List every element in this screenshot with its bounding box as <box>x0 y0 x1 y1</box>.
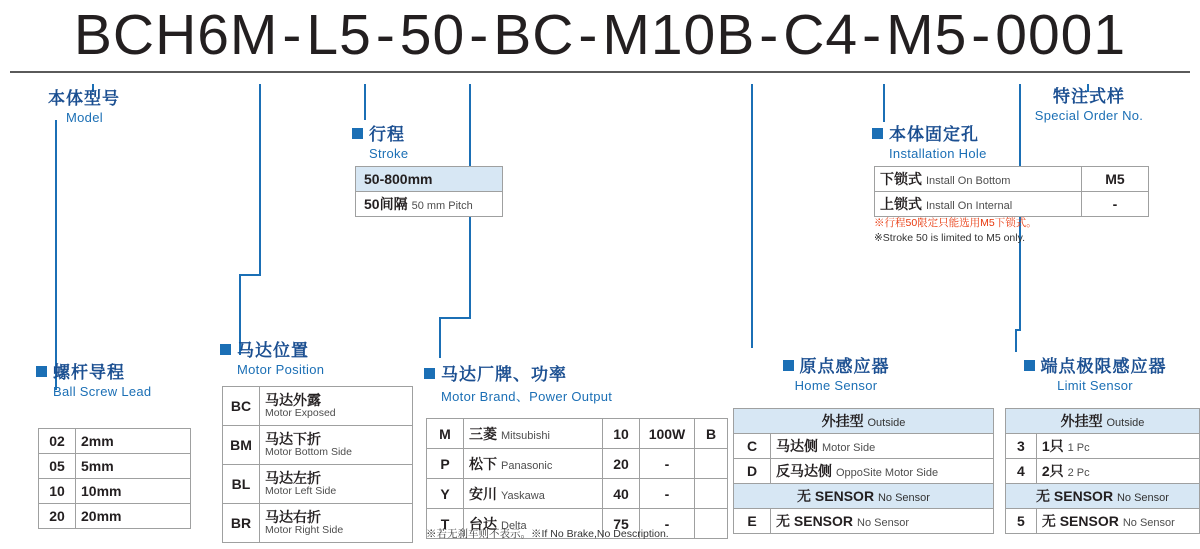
motor-pos-code-2: BL <box>223 465 260 504</box>
motor-brake-0: B <box>695 419 728 449</box>
bullet-square-icon <box>352 128 363 139</box>
motor-pos-en-0: Motor Exposed <box>265 406 336 419</box>
table-row <box>356 192 503 217</box>
limit-sensor-code-3: 5 <box>1006 509 1037 534</box>
home-sensor-table <box>733 408 994 534</box>
group-limit-sensor-title-cn <box>990 352 1200 377</box>
table-row <box>223 504 413 543</box>
ball-screw-table <box>38 428 191 529</box>
limit-sensor-code-0: 3 <box>1006 434 1037 459</box>
part-segment-model: BCH6M <box>73 3 279 67</box>
motor-position-table <box>222 386 413 543</box>
part-segment-motor-pos: BC <box>493 3 575 67</box>
install-hole-row-1-label <box>875 192 1082 217</box>
motor-power-code-2: 40 <box>603 479 640 509</box>
group-motor-brand-title-en: Motor Brand、Power Output <box>441 389 613 404</box>
group-ball-screw-title-cn-text: 螺杆导程 <box>53 363 125 382</box>
part-separator: - <box>375 3 396 67</box>
motor-pos-cn-2: 马达左折 <box>265 470 321 487</box>
motor-brand-cn-1: 松下 <box>469 455 497 472</box>
home-sensor-label-0 <box>771 434 994 459</box>
table-row <box>875 192 1149 217</box>
table-row <box>1006 434 1200 459</box>
stroke-pitch-en: 50 mm Pitch <box>411 200 473 212</box>
table-row <box>39 454 191 479</box>
install-hole-table <box>874 166 1149 217</box>
motor-power-code-1: 20 <box>603 449 640 479</box>
motor-pos-cn-1: 马达下折 <box>265 431 321 448</box>
part-separator: - <box>469 3 490 67</box>
motor-power-code-3: 75 <box>603 509 640 539</box>
motor-power-code-0: 10 <box>603 419 640 449</box>
limit-sensor-label-3 <box>1036 509 1199 534</box>
group-motor-position <box>220 336 324 377</box>
group-special-title-en: Special Order No. <box>1034 108 1144 123</box>
install-hole-row-0-value: M5 <box>1082 167 1149 192</box>
group-special-title-cn: 特注式样 <box>1053 87 1125 106</box>
motor-brand-en-3: Delta <box>501 519 527 532</box>
motor-brand-code-1: P <box>427 449 464 479</box>
group-limit-sensor-title-cn-text: 端点极限感应器 <box>1040 357 1167 376</box>
ball-screw-label-2: 10mm <box>76 479 191 504</box>
ball-screw-code-1: 05 <box>39 454 76 479</box>
motor-power-3: - <box>640 509 695 539</box>
motor-pos-code-0: BC <box>223 387 260 426</box>
limit-sensor-en-2: No Sensor <box>1116 492 1169 504</box>
group-install-hole <box>872 120 987 161</box>
group-model-title-cn: 本体型号 <box>48 89 120 108</box>
group-home-sensor <box>716 352 956 393</box>
install-hole-row-0-cn: 下锁式 <box>880 171 922 187</box>
part-segment-home-sensor: C4 <box>783 3 859 67</box>
group-motor-brand <box>424 360 612 405</box>
group-model <box>48 84 120 125</box>
table-row <box>223 465 413 504</box>
group-motor-brand-title-cn-text: 马达厂牌、功率 <box>441 365 567 384</box>
table-row <box>1006 509 1200 534</box>
bullet-square-icon <box>783 360 794 371</box>
group-stroke-title-cn <box>352 120 408 145</box>
home-sensor-en-1: OppoSite Motor Side <box>836 467 939 479</box>
part-separator: - <box>759 3 780 67</box>
bullet-square-icon <box>36 366 47 377</box>
install-hole-note-en: ※Stroke 50 is limited to M5 only. <box>874 232 1025 244</box>
part-segment-stroke: 50 <box>399 3 466 67</box>
table-row <box>427 419 728 449</box>
motor-brand-code-2: Y <box>427 479 464 509</box>
group-motor-brand-title-cn <box>424 360 612 385</box>
limit-sensor-table <box>1005 408 1200 534</box>
limit-sensor-no-sensor-header <box>1006 484 1200 509</box>
limit-sensor-cn-2: 无 SENSOR <box>1036 488 1114 504</box>
limit-sensor-en-0: 1 Pc <box>1067 442 1090 454</box>
group-stroke <box>352 120 408 161</box>
motor-pos-code-3: BR <box>223 504 260 543</box>
install-hole-row-1-cn: 上锁式 <box>880 196 922 212</box>
motor-brand-label-1 <box>464 449 603 479</box>
part-segment-install-hole: M5 <box>886 3 968 67</box>
table-row <box>734 484 994 509</box>
group-ball-screw-title-en: Ball Screw Lead <box>53 384 152 399</box>
part-segment-special-order: 0001 <box>995 3 1127 67</box>
group-home-sensor-title-en: Home Sensor <box>794 378 878 393</box>
limit-sensor-code-1: 4 <box>1006 459 1037 484</box>
table-row <box>39 504 191 529</box>
table-row <box>427 449 728 479</box>
table-row <box>223 387 413 426</box>
stroke-table <box>355 166 503 217</box>
group-install-hole-title-cn-text: 本体固定孔 <box>889 125 979 144</box>
install-hole-row-0-label <box>875 167 1082 192</box>
part-segment-lead: L5 <box>306 3 372 67</box>
motor-pos-cn-0: 马达外露 <box>265 392 321 409</box>
stroke-pitch <box>356 192 503 217</box>
motor-brake-1 <box>695 449 728 479</box>
table-row <box>734 459 994 484</box>
motor-brand-cn-3: 台达 <box>469 515 497 532</box>
table-row <box>223 426 413 465</box>
motor-power-2: - <box>640 479 695 509</box>
limit-sensor-label-1 <box>1036 459 1199 484</box>
home-sensor-code-3: E <box>734 509 771 534</box>
motor-pos-label-3 <box>260 504 413 543</box>
table-row <box>734 434 994 459</box>
group-motor-pos-title-cn <box>220 336 324 361</box>
motor-pos-en-1: Motor Bottom Side <box>265 445 352 458</box>
motor-brand-note: ※若无刹车则不表示。※If No Brake,No Description. <box>426 528 669 540</box>
motor-brand-label-0 <box>464 419 603 449</box>
limit-sensor-cn-1: 2只 <box>1041 463 1064 479</box>
part-separator: - <box>578 3 599 67</box>
motor-brand-table <box>426 418 728 539</box>
part-separator: - <box>282 3 303 67</box>
install-hole-row-0-en: Install On Bottom <box>926 175 1011 187</box>
table-row <box>734 409 994 434</box>
group-special-order <box>1008 82 1170 123</box>
group-motor-pos-title-en: Motor Position <box>237 362 325 377</box>
table-row <box>875 167 1149 192</box>
motor-power-0: 100W <box>640 419 695 449</box>
home-sensor-en-2: No Sensor <box>877 492 930 504</box>
group-motor-pos-title-cn-text: 马达位置 <box>237 341 309 360</box>
motor-pos-en-3: Motor Right Side <box>265 523 344 536</box>
group-stroke-title-cn-text: 行程 <box>369 125 405 144</box>
home-sensor-en-0: Motor Side <box>822 442 876 454</box>
group-limit-sensor <box>990 352 1200 393</box>
home-sensor-label-1 <box>771 459 994 484</box>
motor-brand-en-0: Mitsubishi <box>501 429 550 442</box>
motor-brand-label-2 <box>464 479 603 509</box>
home-sensor-header <box>734 409 994 434</box>
table-row <box>356 167 503 192</box>
bullet-square-icon <box>220 344 231 355</box>
group-install-hole-title-en: Installation Hole <box>889 146 987 161</box>
home-sensor-header-en: Outside <box>867 417 906 429</box>
motor-pos-code-1: BM <box>223 426 260 465</box>
motor-pos-cn-3: 马达右折 <box>265 509 321 526</box>
limit-sensor-header <box>1006 409 1200 434</box>
motor-pos-label-1 <box>260 426 413 465</box>
part-separator: - <box>971 3 992 67</box>
group-install-hole-title-cn <box>872 120 987 145</box>
group-ball-screw-title-cn <box>36 358 151 383</box>
table-row <box>427 479 728 509</box>
table-row <box>734 509 994 534</box>
limit-sensor-label-0 <box>1036 434 1199 459</box>
ball-screw-label-3: 20mm <box>76 504 191 529</box>
motor-power-1: - <box>640 449 695 479</box>
home-sensor-no-sensor-header <box>734 484 994 509</box>
table-row <box>39 429 191 454</box>
install-hole-row-1-en: Install On Internal <box>926 200 1013 212</box>
table-row <box>39 479 191 504</box>
group-model-title-en: Model <box>66 110 103 125</box>
group-home-sensor-title-cn <box>716 352 956 377</box>
home-sensor-cn-2: 无 SENSOR <box>797 488 875 504</box>
motor-brand-code-3: T <box>427 509 464 539</box>
home-sensor-en-3: No Sensor <box>857 517 909 529</box>
motor-brand-cn-2: 安川 <box>469 485 497 502</box>
table-row <box>1006 409 1200 434</box>
motor-pos-en-2: Motor Left Side <box>265 484 337 497</box>
motor-brand-cn-0: 三菱 <box>469 425 497 442</box>
limit-sensor-en-1: 2 Pc <box>1067 467 1090 479</box>
ball-screw-code-0: 02 <box>39 429 76 454</box>
home-sensor-cn-1: 反马达侧 <box>776 463 832 479</box>
group-ball-screw <box>36 358 151 399</box>
motor-brand-en-1: Panasonic <box>501 459 553 472</box>
limit-sensor-header-cn: 外挂型 <box>1060 413 1103 429</box>
group-stroke-title-en: Stroke <box>369 146 409 161</box>
motor-brake-2 <box>695 479 728 509</box>
stroke-pitch-cn: 50间隔 <box>364 196 408 212</box>
motor-brand-en-2: Yaskawa <box>501 489 545 502</box>
home-sensor-code-1: D <box>734 459 771 484</box>
ball-screw-label-0: 2mm <box>76 429 191 454</box>
motor-brand-code-0: M <box>427 419 464 449</box>
limit-sensor-cn-0: 1只 <box>1041 438 1064 454</box>
install-hole-row-1-value: - <box>1082 192 1149 217</box>
table-row <box>1006 459 1200 484</box>
ball-screw-code-3: 20 <box>39 504 76 529</box>
limit-sensor-header-en: Outside <box>1106 417 1145 429</box>
table-row <box>1006 484 1200 509</box>
stroke-range: 50-800mm <box>356 167 503 192</box>
home-sensor-header-cn: 外挂型 <box>821 413 864 429</box>
ball-screw-code-2: 10 <box>39 479 76 504</box>
group-limit-sensor-title-en: Limit Sensor <box>1057 378 1133 393</box>
limit-sensor-cn-3: 无 SENSOR <box>1041 513 1119 529</box>
bullet-square-icon <box>872 128 883 139</box>
part-number <box>0 2 1200 68</box>
limit-sensor-en-3: No Sensor <box>1122 517 1175 529</box>
install-hole-note-cn: ※行程50限定只能选用M5下锁式。 <box>874 217 1037 229</box>
group-home-sensor-title-cn-text: 原点感应器 <box>799 357 890 376</box>
ball-screw-label-1: 5mm <box>76 454 191 479</box>
motor-brake-3 <box>695 509 728 539</box>
motor-pos-label-2 <box>260 465 413 504</box>
home-sensor-cn-0: 马达侧 <box>776 438 818 454</box>
part-segment-motor-brand: M10B <box>602 3 756 67</box>
bullet-square-icon <box>1024 360 1035 371</box>
home-sensor-label-3 <box>771 509 994 534</box>
part-separator: - <box>862 3 883 67</box>
motor-pos-label-0 <box>260 387 413 426</box>
home-sensor-code-0: C <box>734 434 771 459</box>
home-sensor-cn-3: 无 SENSOR <box>776 513 854 529</box>
bullet-square-icon <box>424 368 435 379</box>
